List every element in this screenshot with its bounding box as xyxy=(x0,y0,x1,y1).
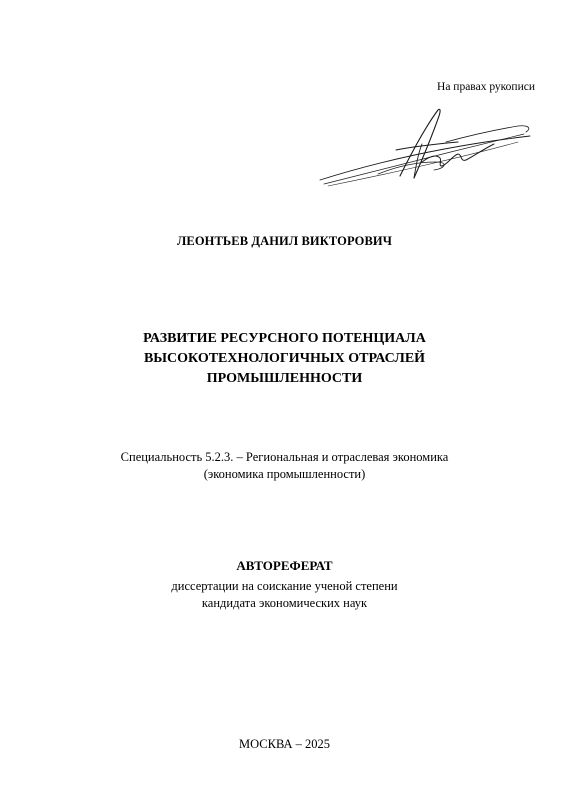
author-name: ЛЕОНТЬЕВ ДАНИЛ ВИКТОРОВИЧ xyxy=(176,234,393,248)
degree-line: диссертации на соискание ученой степени xyxy=(171,579,398,593)
title-line: РАЗВИТИЕ РЕСУРСНОГО ПОТЕНЦИАЛА xyxy=(143,331,426,346)
signature-icon xyxy=(318,96,538,194)
specialty-line: Специальность 5.2.3. – Региональная и отраслевая экономика xyxy=(120,450,449,464)
title-line: ВЫСОКОТЕХНОЛОГИЧНЫХ ОТРАСЛЕЙ xyxy=(143,351,426,366)
city-year: МОСКВА – 2025 xyxy=(238,737,331,751)
degree-line: кандидата экономических наук xyxy=(201,596,368,610)
title-line: ПРОМЫШЛЕННОСТИ xyxy=(206,371,363,386)
degree-description xyxy=(0,578,569,612)
specialty-line: (экономика промышленности) xyxy=(203,467,366,481)
specialty-info xyxy=(0,449,569,483)
manuscript-rights-note: На правах рукописи xyxy=(437,81,535,93)
abstract-label: АВТОРЕФЕРАТ xyxy=(236,558,333,573)
dissertation-title xyxy=(0,329,569,389)
